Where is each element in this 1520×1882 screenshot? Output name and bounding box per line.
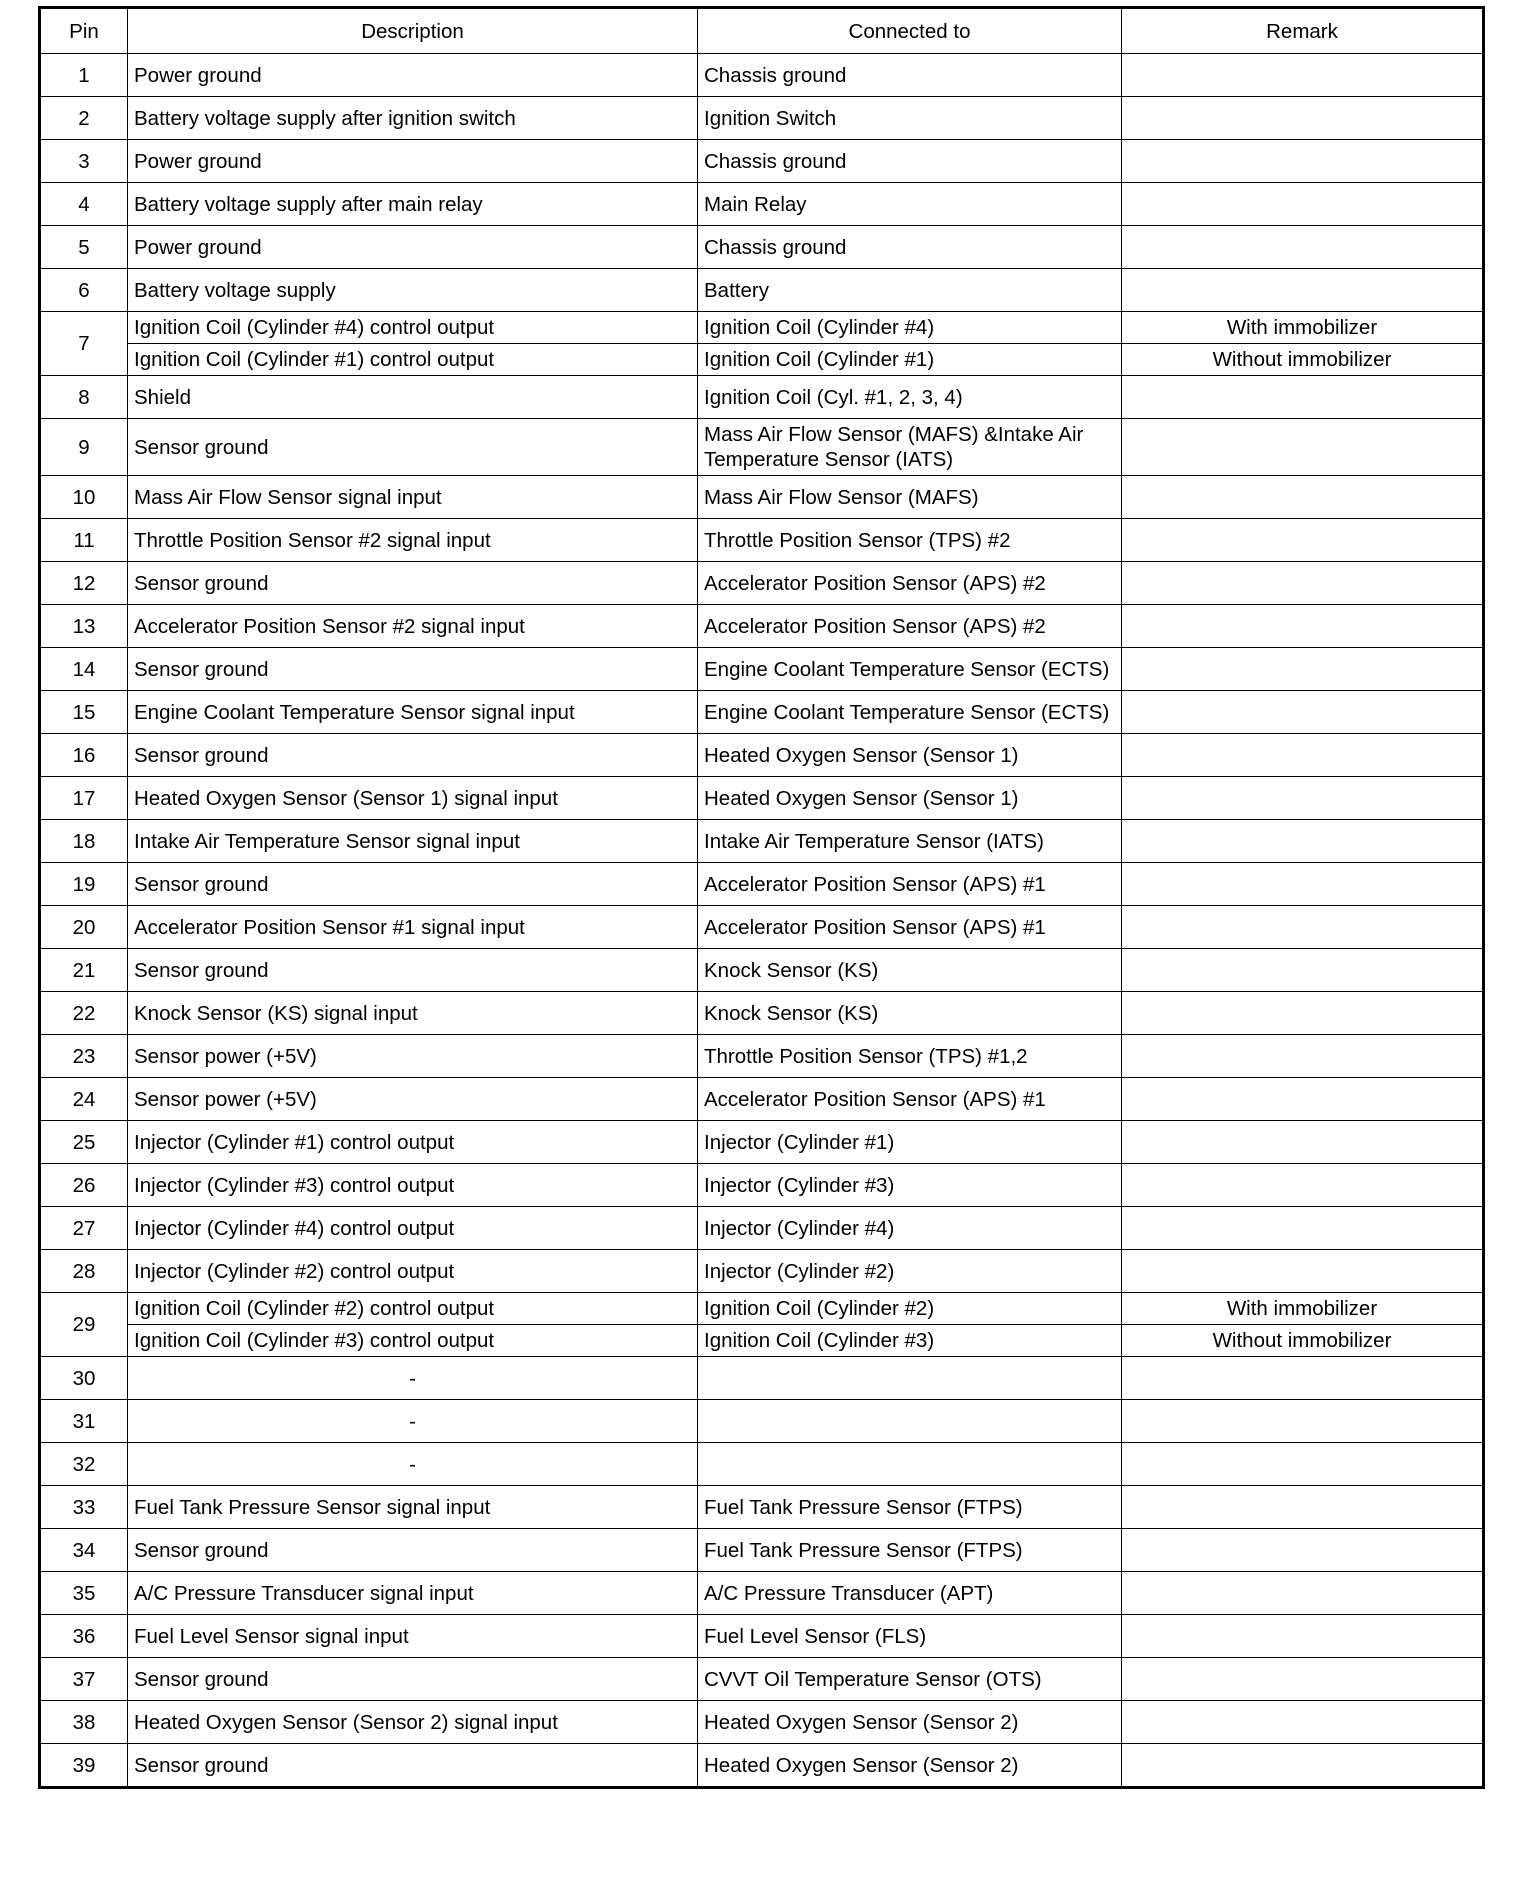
table-row <box>40 312 1484 344</box>
cell-description: Fuel Level Sensor signal input <box>128 1615 698 1658</box>
cell-connected-to: Heated Oxygen Sensor (Sensor 1) <box>698 734 1122 777</box>
table-row <box>40 1701 1484 1744</box>
cell-pin: 7 <box>40 312 128 376</box>
cell-remark <box>1122 226 1484 269</box>
cell-description: Sensor ground <box>128 1658 698 1701</box>
cell-pin: 18 <box>40 820 128 863</box>
table-row <box>40 777 1484 820</box>
table-row <box>40 226 1484 269</box>
cell-remark <box>1122 1078 1484 1121</box>
cell-remark <box>1122 949 1484 992</box>
table-row <box>40 1400 1484 1443</box>
cell-remark <box>1122 992 1484 1035</box>
cell-description: Power ground <box>128 54 698 97</box>
cell-description: Intake Air Temperature Sensor signal input <box>128 820 698 863</box>
cell-connected-to: Injector (Cylinder #3) <box>698 1164 1122 1207</box>
table-row <box>40 1529 1484 1572</box>
cell-remark <box>1122 1164 1484 1207</box>
table-row <box>40 1572 1484 1615</box>
cell-pin: 35 <box>40 1572 128 1615</box>
cell-remark <box>1122 605 1484 648</box>
cell-remark <box>1122 1486 1484 1529</box>
cell-connected-to: Chassis ground <box>698 140 1122 183</box>
cell-pin: 34 <box>40 1529 128 1572</box>
cell-connected-to: Injector (Cylinder #1) <box>698 1121 1122 1164</box>
cell-description: Sensor ground <box>128 419 698 476</box>
cell-remark <box>1122 269 1484 312</box>
cell-connected-to: Battery <box>698 269 1122 312</box>
table-row <box>40 1658 1484 1701</box>
table-row <box>40 1443 1484 1486</box>
cell-remark <box>1122 1357 1484 1400</box>
cell-remark <box>1122 1572 1484 1615</box>
cell-description: Accelerator Position Sensor #1 signal input <box>128 906 698 949</box>
table-row <box>40 183 1484 226</box>
cell-remark <box>1122 562 1484 605</box>
cell-connected-to: Intake Air Temperature Sensor (IATS) <box>698 820 1122 863</box>
table-row <box>40 376 1484 419</box>
cell-pin: 4 <box>40 183 128 226</box>
cell-pin: 38 <box>40 1701 128 1744</box>
cell-pin: 22 <box>40 992 128 1035</box>
cell-remark <box>1122 1207 1484 1250</box>
column-header-pin: Pin <box>40 8 128 54</box>
cell-description: Ignition Coil (Cylinder #2) control output <box>128 1293 698 1325</box>
cell-connected-to <box>698 1357 1122 1400</box>
cell-description: A/C Pressure Transducer signal input <box>128 1572 698 1615</box>
table-row <box>40 1121 1484 1164</box>
cell-connected-to: Accelerator Position Sensor (APS) #1 <box>698 906 1122 949</box>
cell-connected-to: Chassis ground <box>698 54 1122 97</box>
cell-description: Mass Air Flow Sensor signal input <box>128 476 698 519</box>
cell-connected-to: Mass Air Flow Sensor (MAFS) &Intake Air Temperature Sensor (IATS) <box>698 419 1122 476</box>
cell-connected-to: Fuel Tank Pressure Sensor (FTPS) <box>698 1529 1122 1572</box>
cell-connected-to: Heated Oxygen Sensor (Sensor 2) <box>698 1744 1122 1788</box>
column-header-remark: Remark <box>1122 8 1484 54</box>
cell-connected-to: Ignition Coil (Cylinder #3) <box>698 1325 1122 1357</box>
cell-remark <box>1122 1443 1484 1486</box>
cell-remark <box>1122 1035 1484 1078</box>
cell-pin: 5 <box>40 226 128 269</box>
column-header-description: Description <box>128 8 698 54</box>
cell-pin: 3 <box>40 140 128 183</box>
cell-description: Sensor ground <box>128 949 698 992</box>
cell-connected-to: Engine Coolant Temperature Sensor (ECTS) <box>698 691 1122 734</box>
cell-remark <box>1122 1701 1484 1744</box>
cell-description: Accelerator Position Sensor #2 signal input <box>128 605 698 648</box>
cell-description: Sensor ground <box>128 562 698 605</box>
cell-pin: 33 <box>40 1486 128 1529</box>
cell-remark <box>1122 1658 1484 1701</box>
cell-pin: 32 <box>40 1443 128 1486</box>
table-row <box>40 949 1484 992</box>
cell-description: - <box>128 1357 698 1400</box>
cell-connected-to: Fuel Level Sensor (FLS) <box>698 1615 1122 1658</box>
cell-description: Sensor ground <box>128 1529 698 1572</box>
cell-pin: 36 <box>40 1615 128 1658</box>
table-row <box>40 140 1484 183</box>
cell-description: Shield <box>128 376 698 419</box>
table-row <box>40 734 1484 777</box>
cell-pin: 13 <box>40 605 128 648</box>
cell-pin: 17 <box>40 777 128 820</box>
cell-remark: With immobilizer <box>1122 312 1484 344</box>
cell-pin: 9 <box>40 419 128 476</box>
cell-pin: 8 <box>40 376 128 419</box>
cell-remark <box>1122 183 1484 226</box>
cell-description: Power ground <box>128 226 698 269</box>
cell-pin: 15 <box>40 691 128 734</box>
cell-connected-to: Injector (Cylinder #2) <box>698 1250 1122 1293</box>
cell-connected-to: Accelerator Position Sensor (APS) #2 <box>698 605 1122 648</box>
cell-description: Power ground <box>128 140 698 183</box>
table-row <box>40 1293 1484 1325</box>
cell-connected-to: Main Relay <box>698 183 1122 226</box>
cell-remark: With immobilizer <box>1122 1293 1484 1325</box>
cell-remark <box>1122 1400 1484 1443</box>
cell-connected-to: Accelerator Position Sensor (APS) #2 <box>698 562 1122 605</box>
table-row <box>40 605 1484 648</box>
cell-description: - <box>128 1443 698 1486</box>
cell-pin: 16 <box>40 734 128 777</box>
cell-description: Sensor power (+5V) <box>128 1078 698 1121</box>
cell-description: Sensor ground <box>128 648 698 691</box>
cell-pin: 12 <box>40 562 128 605</box>
cell-connected-to <box>698 1443 1122 1486</box>
cell-connected-to: Knock Sensor (KS) <box>698 992 1122 1035</box>
cell-description: - <box>128 1400 698 1443</box>
table-row <box>40 1164 1484 1207</box>
cell-remark <box>1122 1615 1484 1658</box>
table-row <box>40 1325 1484 1357</box>
table-row <box>40 1357 1484 1400</box>
table-body <box>40 54 1484 1788</box>
table-header <box>40 8 1484 54</box>
cell-description: Ignition Coil (Cylinder #3) control output <box>128 1325 698 1357</box>
table-header-row <box>40 8 1484 54</box>
cell-pin: 37 <box>40 1658 128 1701</box>
cell-pin: 31 <box>40 1400 128 1443</box>
cell-pin: 26 <box>40 1164 128 1207</box>
cell-remark <box>1122 777 1484 820</box>
cell-pin: 30 <box>40 1357 128 1400</box>
cell-description: Battery voltage supply after main relay <box>128 183 698 226</box>
cell-description: Battery voltage supply after ignition switch <box>128 97 698 140</box>
cell-pin: 27 <box>40 1207 128 1250</box>
cell-description: Fuel Tank Pressure Sensor signal input <box>128 1486 698 1529</box>
cell-description: Heated Oxygen Sensor (Sensor 1) signal input <box>128 777 698 820</box>
table-row <box>40 344 1484 376</box>
cell-pin: 25 <box>40 1121 128 1164</box>
cell-description: Sensor power (+5V) <box>128 1035 698 1078</box>
table-row <box>40 1250 1484 1293</box>
table-row <box>40 906 1484 949</box>
cell-connected-to: Ignition Coil (Cylinder #2) <box>698 1293 1122 1325</box>
cell-remark <box>1122 97 1484 140</box>
cell-remark <box>1122 140 1484 183</box>
cell-connected-to: A/C Pressure Transducer (APT) <box>698 1572 1122 1615</box>
cell-remark <box>1122 1744 1484 1788</box>
cell-pin: 6 <box>40 269 128 312</box>
table-row <box>40 1035 1484 1078</box>
table-row <box>40 863 1484 906</box>
cell-connected-to: Ignition Coil (Cylinder #4) <box>698 312 1122 344</box>
cell-description: Ignition Coil (Cylinder #1) control output <box>128 344 698 376</box>
table-row <box>40 562 1484 605</box>
cell-connected-to: Injector (Cylinder #4) <box>698 1207 1122 1250</box>
table-row <box>40 476 1484 519</box>
cell-connected-to: Heated Oxygen Sensor (Sensor 1) <box>698 777 1122 820</box>
cell-pin: 29 <box>40 1293 128 1357</box>
cell-description: Ignition Coil (Cylinder #4) control output <box>128 312 698 344</box>
cell-connected-to: Ignition Coil (Cylinder #1) <box>698 344 1122 376</box>
cell-connected-to: Engine Coolant Temperature Sensor (ECTS) <box>698 648 1122 691</box>
cell-description: Engine Coolant Temperature Sensor signal input <box>128 691 698 734</box>
cell-description: Injector (Cylinder #4) control output <box>128 1207 698 1250</box>
cell-pin: 1 <box>40 54 128 97</box>
cell-connected-to: Accelerator Position Sensor (APS) #1 <box>698 1078 1122 1121</box>
cell-description: Sensor ground <box>128 1744 698 1788</box>
cell-connected-to: CVVT Oil Temperature Sensor (OTS) <box>698 1658 1122 1701</box>
table-row <box>40 269 1484 312</box>
table-row <box>40 97 1484 140</box>
table-row <box>40 648 1484 691</box>
cell-remark <box>1122 519 1484 562</box>
cell-remark <box>1122 54 1484 97</box>
cell-pin: 14 <box>40 648 128 691</box>
cell-remark <box>1122 648 1484 691</box>
cell-remark <box>1122 1529 1484 1572</box>
table-row <box>40 519 1484 562</box>
cell-remark <box>1122 820 1484 863</box>
cell-remark <box>1122 734 1484 777</box>
cell-description: Injector (Cylinder #2) control output <box>128 1250 698 1293</box>
cell-remark <box>1122 863 1484 906</box>
cell-description: Knock Sensor (KS) signal input <box>128 992 698 1035</box>
cell-remark <box>1122 476 1484 519</box>
ecm-pinout-table <box>38 6 1485 1789</box>
cell-pin: 10 <box>40 476 128 519</box>
cell-pin: 24 <box>40 1078 128 1121</box>
cell-remark <box>1122 1121 1484 1164</box>
cell-pin: 28 <box>40 1250 128 1293</box>
cell-connected-to <box>698 1400 1122 1443</box>
cell-pin: 2 <box>40 97 128 140</box>
cell-pin: 21 <box>40 949 128 992</box>
cell-connected-to: Knock Sensor (KS) <box>698 949 1122 992</box>
cell-remark <box>1122 691 1484 734</box>
cell-description: Sensor ground <box>128 863 698 906</box>
cell-pin: 19 <box>40 863 128 906</box>
table-row <box>40 992 1484 1035</box>
table-row <box>40 419 1484 476</box>
cell-connected-to: Accelerator Position Sensor (APS) #1 <box>698 863 1122 906</box>
table-row <box>40 691 1484 734</box>
cell-connected-to: Heated Oxygen Sensor (Sensor 2) <box>698 1701 1122 1744</box>
cell-remark: Without immobilizer <box>1122 1325 1484 1357</box>
cell-connected-to: Ignition Switch <box>698 97 1122 140</box>
table-row <box>40 1207 1484 1250</box>
table-row <box>40 1078 1484 1121</box>
cell-description: Injector (Cylinder #3) control output <box>128 1164 698 1207</box>
cell-connected-to: Fuel Tank Pressure Sensor (FTPS) <box>698 1486 1122 1529</box>
cell-description: Heated Oxygen Sensor (Sensor 2) signal input <box>128 1701 698 1744</box>
cell-description: Sensor ground <box>128 734 698 777</box>
cell-pin: 20 <box>40 906 128 949</box>
table-row <box>40 1615 1484 1658</box>
cell-pin: 23 <box>40 1035 128 1078</box>
cell-description: Injector (Cylinder #1) control output <box>128 1121 698 1164</box>
cell-connected-to: Chassis ground <box>698 226 1122 269</box>
cell-connected-to: Throttle Position Sensor (TPS) #1,2 <box>698 1035 1122 1078</box>
cell-connected-to: Throttle Position Sensor (TPS) #2 <box>698 519 1122 562</box>
cell-pin: 11 <box>40 519 128 562</box>
column-header-connected-to: Connected to <box>698 8 1122 54</box>
table-row <box>40 1744 1484 1788</box>
cell-connected-to: Mass Air Flow Sensor (MAFS) <box>698 476 1122 519</box>
table-row <box>40 820 1484 863</box>
cell-pin: 39 <box>40 1744 128 1788</box>
cell-remark <box>1122 906 1484 949</box>
cell-description: Battery voltage supply <box>128 269 698 312</box>
table-row <box>40 54 1484 97</box>
cell-connected-to: Ignition Coil (Cyl. #1, 2, 3, 4) <box>698 376 1122 419</box>
table-row <box>40 1486 1484 1529</box>
cell-remark <box>1122 1250 1484 1293</box>
cell-remark <box>1122 419 1484 476</box>
cell-remark <box>1122 376 1484 419</box>
cell-description: Throttle Position Sensor #2 signal input <box>128 519 698 562</box>
cell-remark: Without immobilizer <box>1122 344 1484 376</box>
